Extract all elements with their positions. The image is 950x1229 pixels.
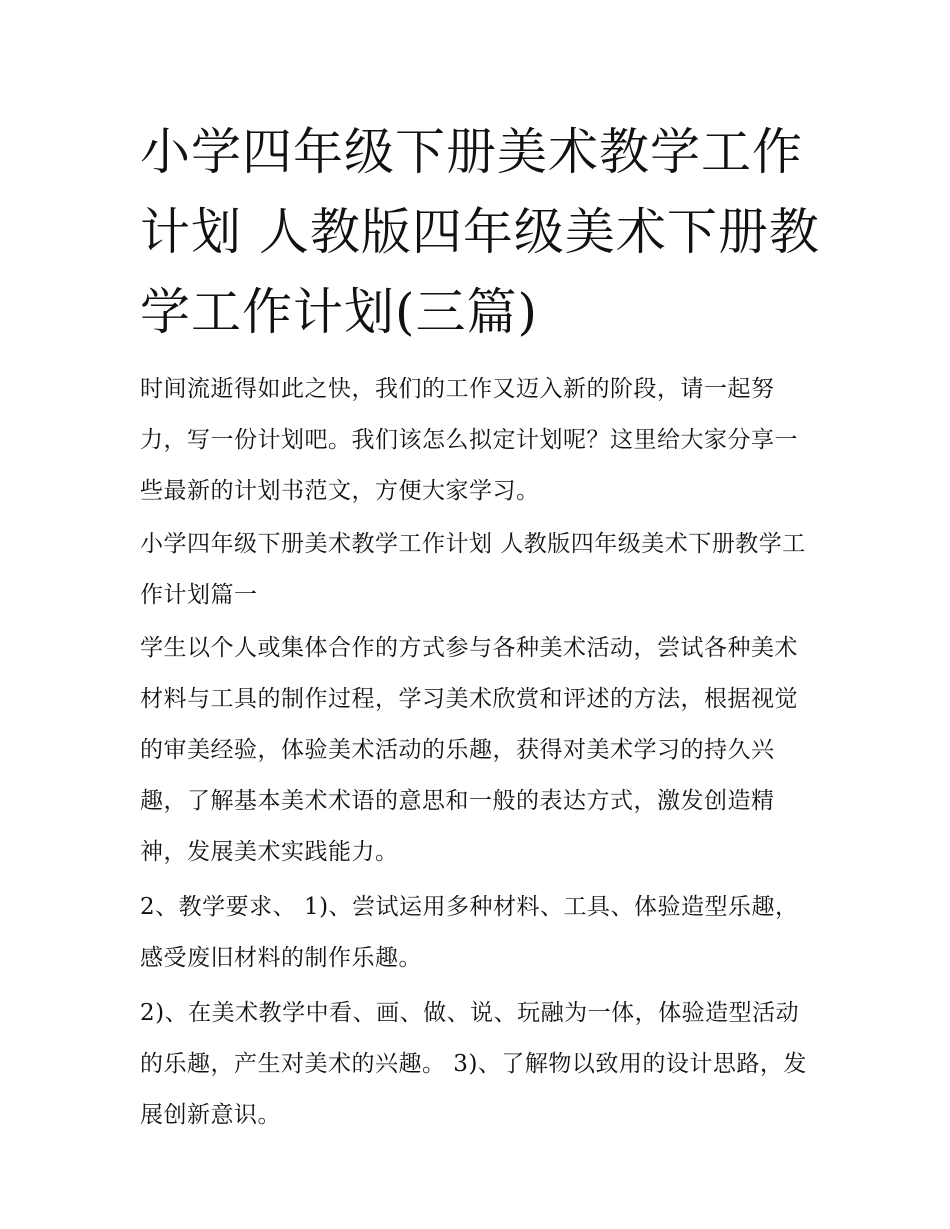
section-heading: 小学四年级下册美术教学工作计划 人教版四年级美术下册教学工作计划篇一: [140, 531, 806, 608]
intro-paragraph: 时间流逝得如此之快，我们的工作又迈入新的阶段，请一起努力，写一份计划吧。我们该怎么拟定计划呢？这里给大家分享一些最新的计划书范文，方便大家学习。: [140, 376, 798, 504]
body-paragraph: 2)、在美术教学中看、画、做、说、玩融为一体，体验造型活动的乐趣，产生对美术的兴趣。 3)、了解物以致用的设计思路，发展创新意识。: [140, 1000, 807, 1128]
document-title: 小学四年级下册美术教学工作计划 人教版四年级美术下册教学工作计划(三篇): [140, 123, 820, 341]
body-paragraph: 学生以个人或集体合作的方式参与各种美术活动，尝试各种美术材料与工具的制作过程，学习美术欣赏和评述的方法，根据视觉的审美经验，体验美术活动的乐趣，获得对美术学习的持久兴趣，了解基本美术术语的意思和一般的表达方式，激发创造精神，发展美术实践能力。: [140, 635, 798, 865]
document-body: [140, 112, 820, 1141]
body-paragraph: 2、教学要求、 1)、尝试运用多种材料、工具、体验造型乐趣，感受废旧材料的制作乐趣。: [140, 894, 799, 971]
